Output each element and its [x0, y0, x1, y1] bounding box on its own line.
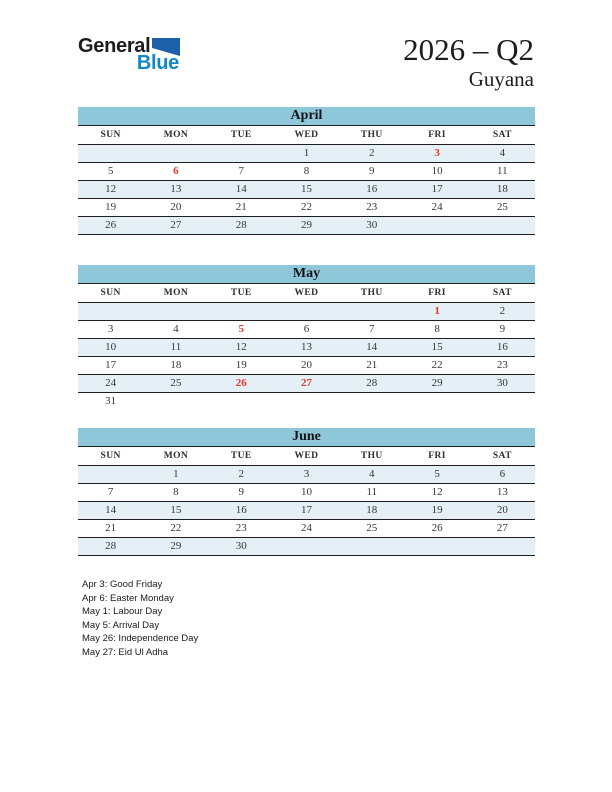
- day-cell: 30: [235, 540, 247, 552]
- day-cell: 10: [300, 486, 312, 498]
- week-row: [78, 321, 535, 339]
- day-cell: 11: [170, 341, 182, 353]
- logo-text-blue: Blue: [136, 52, 179, 74]
- empty-day-cell: [274, 303, 339, 320]
- week-row: [78, 393, 535, 410]
- day-cell: 11: [366, 486, 378, 498]
- day-cell: 7: [107, 486, 114, 498]
- weekday-label: WED: [294, 130, 319, 140]
- day-cell: 26: [431, 522, 443, 534]
- day-cell: 3: [434, 147, 440, 159]
- day-cell: 15: [170, 504, 182, 516]
- day-cell: 19: [235, 359, 247, 371]
- day-cell: 27: [170, 219, 182, 231]
- holiday-item: Apr 6: Easter Monday: [82, 592, 174, 604]
- weekday-label: SUN: [100, 288, 121, 298]
- day-cell: 19: [105, 201, 117, 213]
- weekday-label: THU: [360, 451, 383, 461]
- weekday-label: MON: [163, 130, 189, 140]
- holiday-item: May 27: Eid Ul Adha: [82, 646, 169, 658]
- day-cell: 19: [431, 504, 443, 516]
- empty-day-cell: [339, 303, 404, 320]
- weekday-label: MON: [163, 288, 189, 298]
- week-row: [78, 357, 535, 375]
- day-cell: 18: [496, 183, 508, 195]
- weekday-header-row: [78, 447, 535, 466]
- weekday-label: THU: [360, 130, 383, 140]
- day-cell: 20: [300, 359, 312, 371]
- day-cell: 21: [105, 522, 117, 534]
- day-cell: 28: [105, 540, 117, 552]
- week-row: [78, 303, 535, 321]
- empty-day-cell: [78, 145, 143, 162]
- day-cell: 27: [300, 377, 312, 389]
- day-cell: 18: [170, 359, 182, 371]
- day-cell: 20: [496, 504, 508, 516]
- calendar-month-may: [78, 265, 535, 410]
- day-cell: 6: [499, 468, 506, 480]
- week-row: [78, 538, 535, 556]
- calendar-month-june: [78, 428, 535, 556]
- week-row: [78, 520, 535, 538]
- empty-day-cell: [78, 303, 143, 320]
- day-cell: 25: [366, 522, 378, 534]
- empty-day-cell: [274, 393, 339, 410]
- empty-day-cell: [404, 217, 469, 234]
- week-row: [78, 145, 535, 163]
- day-cell: 17: [300, 504, 312, 516]
- title-block: [403, 33, 534, 91]
- day-cell: 10: [105, 341, 117, 353]
- weekday-label: SUN: [100, 451, 121, 461]
- weekday-label: THU: [360, 288, 383, 298]
- day-cell: 6: [173, 165, 179, 177]
- holiday-list: [82, 578, 198, 659]
- day-cell: 8: [173, 486, 179, 498]
- empty-day-cell: [143, 303, 208, 320]
- day-cell: 4: [369, 468, 375, 480]
- day-cell: 6: [303, 323, 310, 335]
- day-cell: 29: [431, 377, 443, 389]
- week-row: [78, 466, 535, 484]
- day-cell: 8: [303, 165, 310, 177]
- day-cell: 13: [300, 341, 312, 353]
- day-cell: 4: [499, 147, 506, 159]
- day-cell: 17: [431, 183, 443, 195]
- day-cell: 24: [105, 377, 117, 389]
- week-row: [78, 217, 535, 235]
- empty-day-cell: [470, 538, 535, 555]
- day-cell: 10: [431, 165, 443, 177]
- holiday-item: Apr 3: Good Friday: [82, 579, 163, 590]
- day-cell: 23: [366, 201, 378, 213]
- week-row: [78, 181, 535, 199]
- day-cell: 30: [496, 377, 508, 389]
- day-cell: 14: [366, 341, 378, 353]
- day-cell: 12: [105, 183, 117, 195]
- weekday-label: WED: [294, 288, 319, 298]
- day-cell: 18: [366, 504, 378, 516]
- weekday-label: TUE: [230, 288, 252, 298]
- weekday-label: TUE: [230, 130, 252, 140]
- day-cell: 14: [105, 504, 117, 516]
- day-cell: 27: [496, 522, 508, 534]
- day-cell: 24: [431, 201, 443, 213]
- weekday-label: WED: [294, 451, 319, 461]
- empty-day-cell: [78, 466, 143, 483]
- day-cell: 3: [303, 468, 310, 480]
- day-cell: 25: [496, 201, 508, 213]
- day-cell: 7: [369, 323, 375, 335]
- day-cell: 15: [300, 183, 312, 195]
- holiday-item: May 5: Arrival Day: [82, 619, 160, 631]
- weekday-label: FRI: [428, 451, 446, 461]
- day-cell: 5: [238, 323, 244, 335]
- day-cell: 26: [105, 219, 117, 231]
- week-row: [78, 502, 535, 520]
- empty-day-cell: [143, 393, 208, 410]
- day-cell: 11: [497, 165, 508, 177]
- weekday-label: SUN: [100, 130, 121, 140]
- day-cell: 7: [238, 165, 244, 177]
- day-cell: 12: [235, 341, 247, 353]
- day-cell: 21: [366, 359, 378, 371]
- holiday-item: May 26: Independence Day: [82, 633, 199, 644]
- day-cell: 25: [170, 377, 182, 389]
- day-cell: 15: [431, 341, 443, 353]
- week-row: [78, 199, 535, 217]
- day-cell: 28: [366, 377, 378, 389]
- day-cell: 13: [496, 486, 508, 498]
- empty-day-cell: [404, 393, 469, 410]
- week-row: [78, 339, 535, 357]
- day-cell: 12: [431, 486, 443, 498]
- day-cell: 9: [238, 486, 244, 498]
- day-cell: 22: [170, 522, 182, 534]
- day-cell: 16: [366, 183, 378, 195]
- day-cell: 20: [170, 201, 182, 213]
- day-cell: 24: [300, 522, 312, 534]
- weeks-grid: [78, 303, 535, 410]
- empty-day-cell: [339, 393, 404, 410]
- empty-day-cell: [209, 145, 274, 162]
- day-cell: 3: [107, 323, 114, 335]
- day-cell: 21: [235, 201, 247, 213]
- weekday-header-row: [78, 126, 535, 145]
- quarter-title: 2026 – Q2: [403, 32, 534, 67]
- day-cell: 31: [105, 395, 117, 407]
- calendar-month-april: [78, 107, 535, 235]
- empty-day-cell: [209, 393, 274, 410]
- day-cell: 14: [235, 183, 247, 195]
- logo-text-general: General: [78, 35, 151, 57]
- week-row: [78, 375, 535, 393]
- month-title: June: [78, 428, 535, 447]
- weekday-label: MON: [163, 451, 189, 461]
- day-cell: 17: [105, 359, 117, 371]
- day-cell: 4: [173, 323, 179, 335]
- month-title: April: [78, 107, 535, 126]
- empty-day-cell: [143, 145, 208, 162]
- day-cell: 23: [496, 359, 508, 371]
- month-title: May: [78, 265, 535, 284]
- day-cell: 23: [235, 522, 247, 534]
- day-cell: 9: [369, 165, 375, 177]
- day-cell: 16: [496, 341, 508, 353]
- day-cell: 5: [107, 165, 114, 177]
- day-cell: 5: [434, 468, 440, 480]
- day-cell: 30: [366, 219, 378, 231]
- day-cell: 22: [431, 359, 443, 371]
- empty-day-cell: [209, 303, 274, 320]
- empty-day-cell: [339, 538, 404, 555]
- day-cell: 1: [434, 305, 440, 317]
- weekday-label: FRI: [428, 130, 446, 140]
- general-blue-logo: [78, 36, 190, 72]
- day-cell: 26: [235, 377, 247, 389]
- day-cell: 2: [499, 305, 506, 317]
- day-cell: 2: [238, 468, 244, 480]
- holiday-item: May 1: Labour Day: [82, 606, 163, 617]
- country-subtitle: Guyana: [468, 67, 534, 91]
- day-cell: 28: [235, 219, 247, 231]
- weeks-grid: [78, 466, 535, 556]
- week-row: [78, 163, 535, 181]
- day-cell: 29: [300, 219, 312, 231]
- empty-day-cell: [404, 538, 469, 555]
- day-cell: 16: [235, 504, 247, 516]
- day-cell: 8: [434, 323, 440, 335]
- day-cell: 22: [300, 201, 312, 213]
- weeks-grid: [78, 145, 535, 235]
- day-cell: 2: [369, 147, 375, 159]
- weekday-label: SAT: [492, 288, 512, 298]
- weekday-label: SAT: [492, 130, 512, 140]
- weekday-label: FRI: [428, 288, 446, 298]
- day-cell: 29: [170, 540, 182, 552]
- day-cell: 13: [170, 183, 182, 195]
- week-row: [78, 484, 535, 502]
- empty-day-cell: [470, 217, 535, 234]
- empty-day-cell: [274, 538, 339, 555]
- empty-day-cell: [470, 393, 535, 410]
- weekday-label: SAT: [492, 451, 512, 461]
- weekday-header-row: [78, 284, 535, 303]
- day-cell: 9: [499, 323, 506, 335]
- day-cell: 1: [303, 147, 310, 159]
- weekday-label: TUE: [230, 451, 252, 461]
- day-cell: 1: [173, 468, 179, 480]
